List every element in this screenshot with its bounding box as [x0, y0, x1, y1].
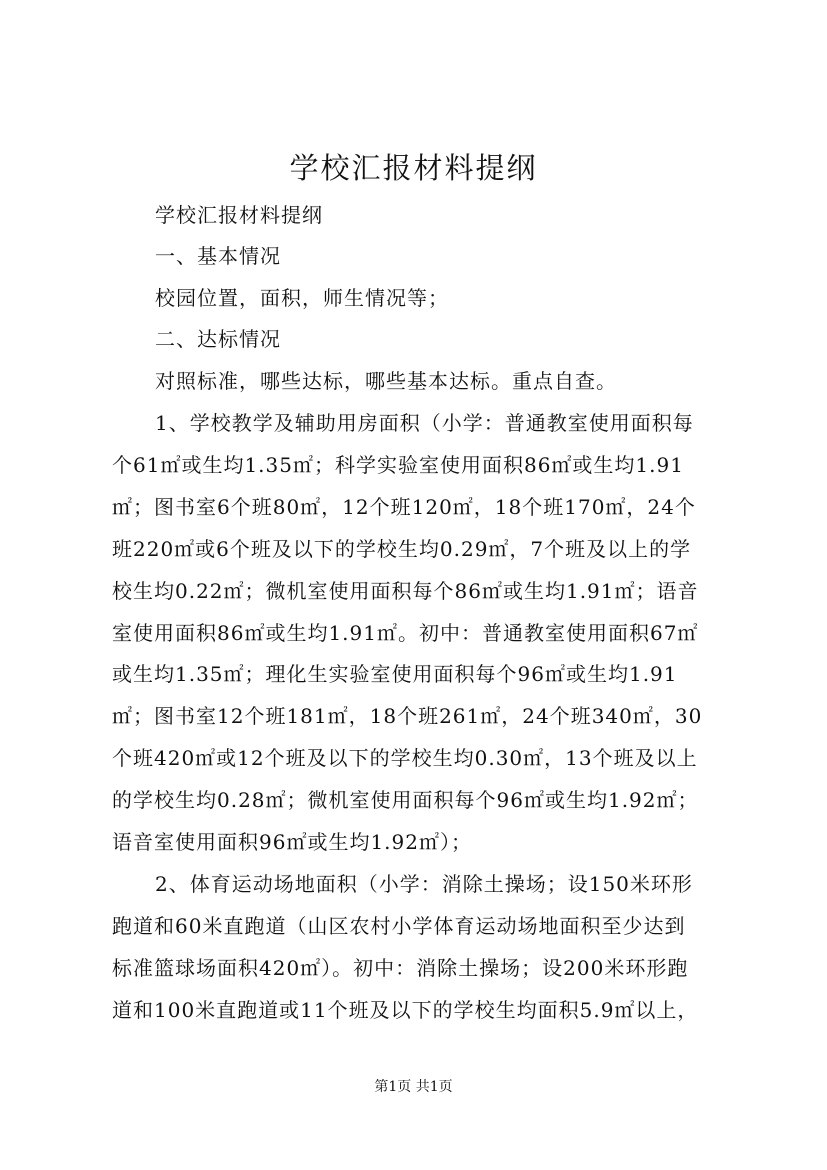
text-line: ㎡；图书室12个班181㎡，18个班261㎡，24个班340㎡，30 — [112, 704, 703, 728]
text-line: 标准篮球场面积420㎡）。初中：消除土操场；设200米环形跑 — [112, 956, 689, 980]
page-number-footer: 第1页 共1页 — [374, 1079, 453, 1095]
text-line: 个61㎡或生均1.35㎡；科学实验室使用面积86㎡或生均1.91 — [112, 453, 684, 477]
text-line: 跑道和60米直跑道（山区农村小学体育运动场地面积至少达到 — [112, 914, 686, 938]
text-line: ㎡；图书室6个班80㎡，12个班120㎡，18个班170㎡，24个 — [112, 495, 696, 519]
text-line: 道和100米直跑道或11个班及以下的学校生均面积5.9㎡以上， — [112, 998, 699, 1022]
text-line-item2-start: 2、体育运动场地面积（小学：消除土操场；设150米环形 — [155, 872, 693, 896]
text-line: 校生均0.22㎡；微机室使用面积每个86㎡或生均1.91㎡；语音 — [112, 579, 699, 603]
text-line-subtitle: 学校汇报材料提纲 — [155, 203, 323, 227]
text-line-basic-detail: 校园位置，面积，师生情况等； — [155, 286, 449, 310]
text-line-heading-basic: 一、基本情况 — [155, 244, 281, 268]
text-line-standard-detail: 对照标准，哪些达标，哪些基本达标。重点自查。 — [155, 369, 617, 393]
text-line: 个班420㎡或12个班及以下的学校生均0.30㎡，13个班及以上 — [112, 746, 698, 770]
document-title: 学校汇报材料提纲 — [289, 151, 538, 185]
text-line: 或生均1.35㎡；理化生实验室使用面积每个96㎡或生均1.91 — [112, 662, 678, 686]
text-line: 班220㎡或6个班及以下的学校生均0.29㎡，7个班及以上的学 — [112, 537, 692, 561]
text-line: 语音室使用面积96㎡或生均1.92㎡）； — [112, 830, 472, 854]
text-line-heading-standard: 二、达标情况 — [155, 327, 281, 351]
text-line: 的学校生均0.28㎡；微机室使用面积每个96㎡或生均1.92㎡； — [112, 788, 699, 812]
text-line: 室使用面积86㎡或生均1.91㎡。初中：普通教室使用面积67㎡ — [112, 621, 699, 645]
text-line-item1-start: 1、学校教学及辅助用房面积（小学：普通教室使用面积每 — [155, 411, 694, 435]
